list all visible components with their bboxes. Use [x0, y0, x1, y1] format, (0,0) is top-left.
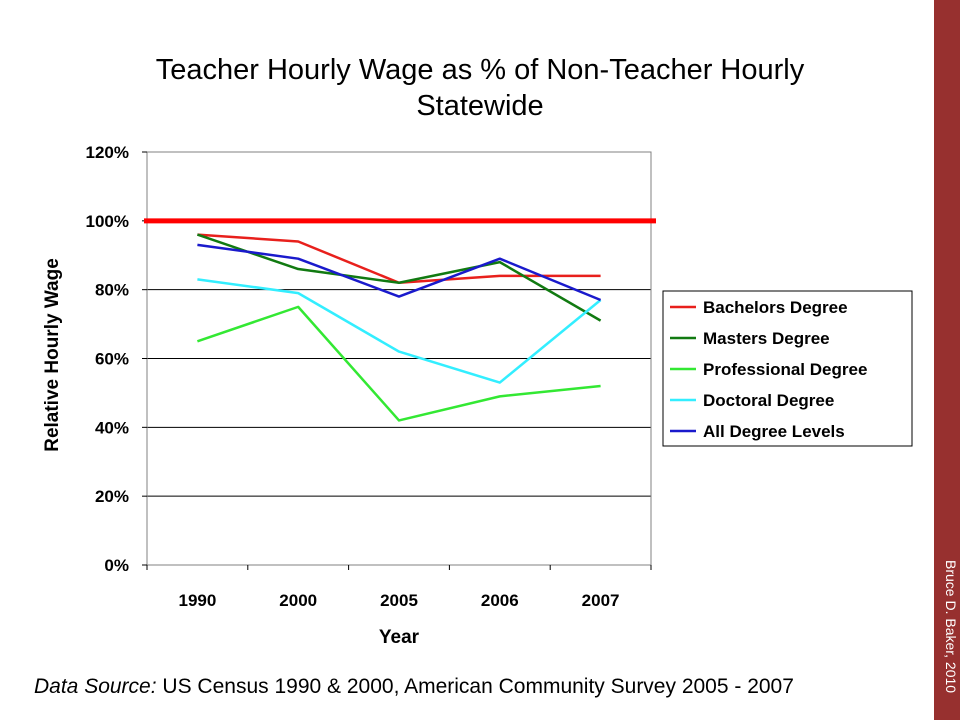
y-tick-label: 40%: [94, 418, 129, 438]
series-line-1: [197, 235, 600, 321]
legend-label: Bachelors Degree: [703, 298, 848, 317]
data-source-note: [34, 675, 794, 699]
series-line-4: [197, 245, 600, 300]
data-source-label: Data Source:: [34, 675, 157, 698]
legend-label: Professional Degree: [703, 360, 868, 379]
legend: [663, 291, 912, 446]
author-credit: Bruce D. Baker, 2010: [943, 560, 959, 694]
x-tick-label: 2000: [279, 591, 318, 610]
y-tick-label: 20%: [94, 487, 129, 507]
y-tick-label: 60%: [94, 349, 129, 369]
gridlines: [147, 152, 651, 496]
series-layer: [197, 235, 600, 421]
y-tick-label: 100%: [85, 211, 129, 231]
x-tick-label: 2006: [480, 591, 519, 610]
x-tick-label: 2005: [380, 591, 418, 610]
x-axis-title: Year: [378, 627, 420, 648]
legend-label: Masters Degree: [703, 329, 830, 348]
x-tick-label: 1990: [178, 591, 217, 610]
axis-ticks: [86, 143, 651, 610]
x-tick-label: 2007: [581, 591, 620, 610]
y-tick-label: 80%: [94, 280, 129, 300]
legend-label: All Degree Levels: [703, 422, 845, 441]
title-line-1: Teacher Hourly Wage as % of Non-Teacher Hourly: [155, 54, 805, 86]
series-line-2: [197, 307, 600, 421]
title-line-2: Statewide: [416, 90, 544, 122]
y-axis-title: Relative Hourly Wage: [42, 258, 63, 452]
y-tick-label: 120%: [85, 143, 129, 162]
legend-label: Doctoral Degree: [703, 391, 835, 410]
y-tick-label: 0%: [104, 556, 129, 575]
data-source-text: US Census 1990 & 2000, American Community Survey 2005 - 2007: [156, 675, 794, 698]
series-line-3: [197, 279, 600, 382]
